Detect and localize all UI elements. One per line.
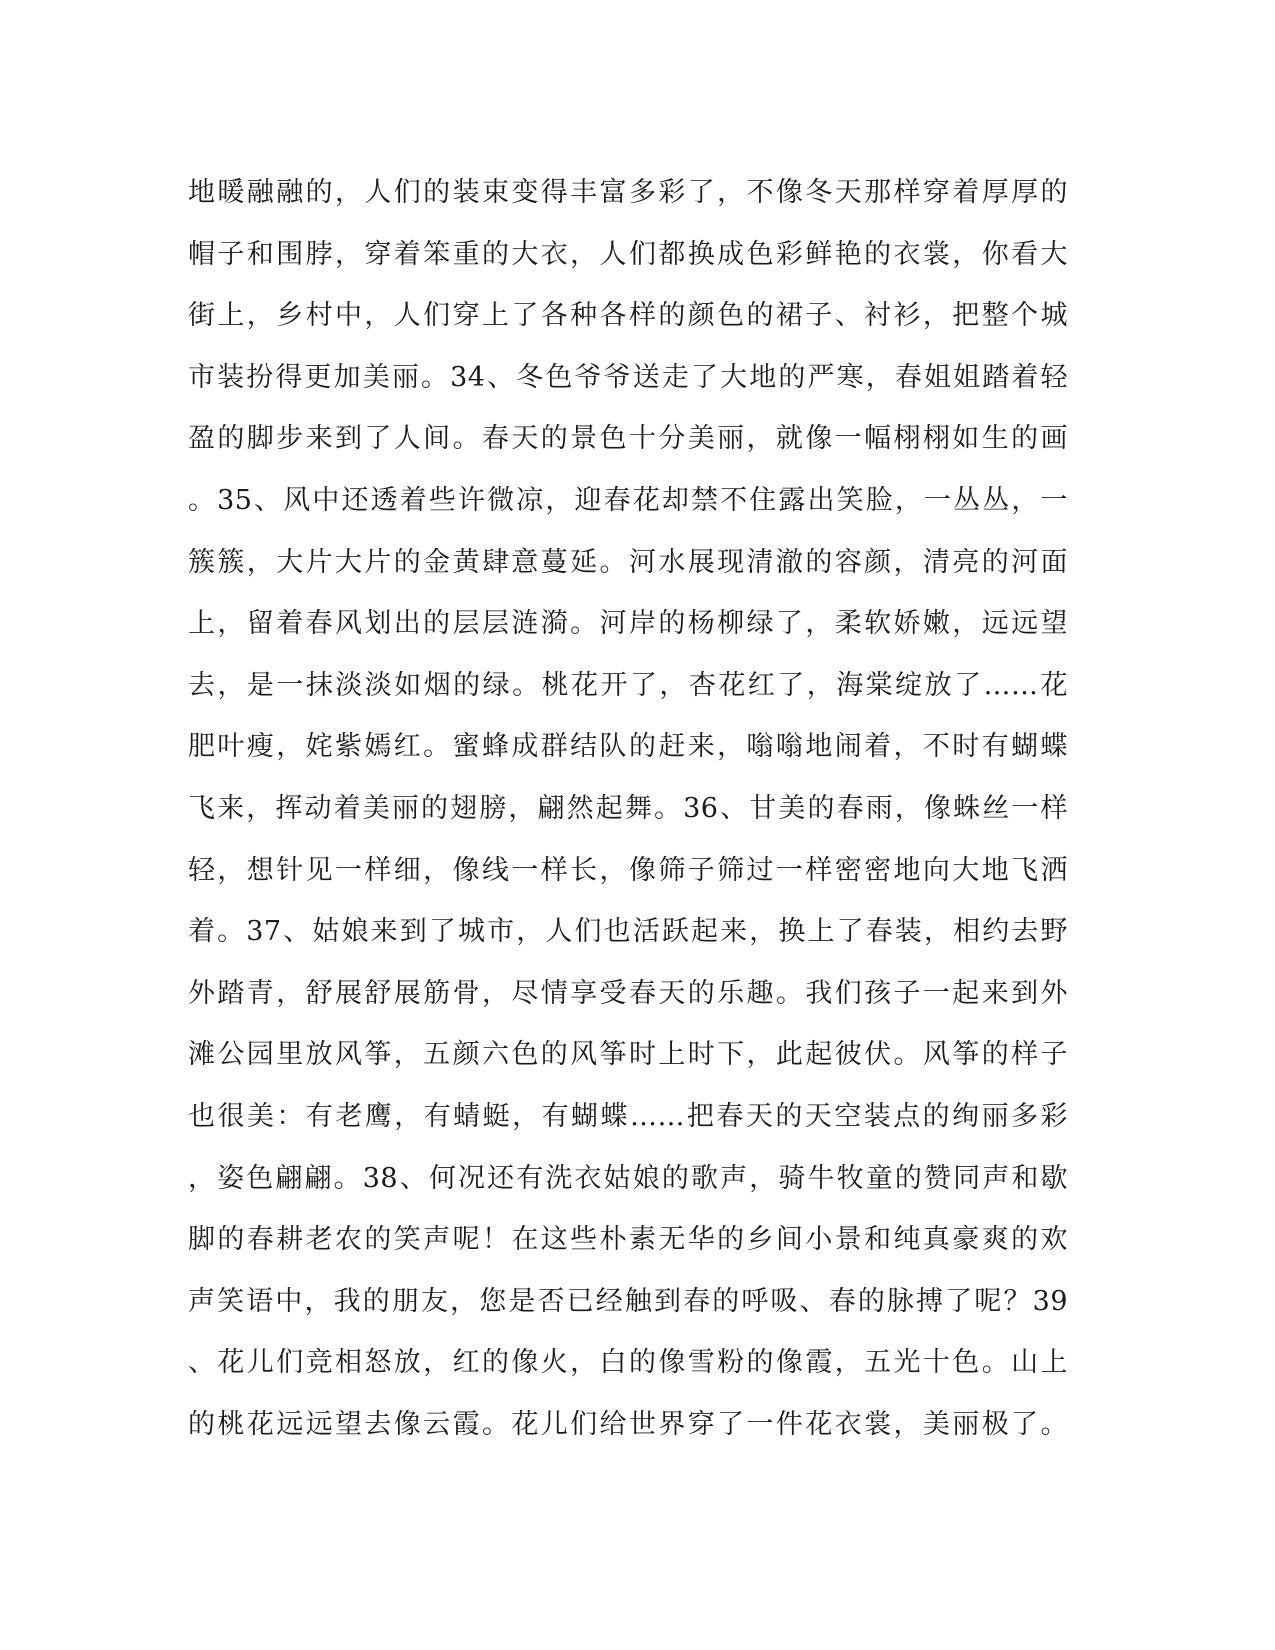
text-line-1: 地暖融融的，人们的装束变得丰富多彩了，不像冬天那样穿着厚厚的 xyxy=(188,177,1068,208)
text-line-20: 、花儿们竞相怒放，红的像火，白的像雪粉的像霞，五光十色。山上 xyxy=(188,1347,1068,1379)
text-line-17: ，姿色翩翩。38、何况还有洗衣姑娘的歌声，骑牛牧童的赞同声和歇 xyxy=(188,1162,1068,1194)
text-line-21: 的桃花远远望去像云霞。花儿们给世界穿了一件花衣裳，美丽极了。 xyxy=(188,1408,1068,1440)
text-line-18: 脚的春耕老农的笑声呢！在这些朴素无华的乡间小景和纯真豪爽的欢 xyxy=(188,1224,1068,1256)
text-line-16: 也很美：有老鹰，有蜻蜓，有蝴蝶……把春天的天空装点的绚丽多彩 xyxy=(188,1100,1068,1132)
text-line-14: 外踏青，舒展舒展筋骨，尽情享受春天的乐趣。我们孩子一起来到外 xyxy=(188,977,1068,1009)
text-line-19: 声笑语中，我的朋友，您是否已经触到春的呼吸、春的脉搏了呢？39 xyxy=(188,1285,1068,1317)
text-line-10: 肥叶瘦，姹紫嫣红。蜜蜂成群结队的赶来，嗡嗡地闹着，不时有蝴蝶 xyxy=(188,731,1068,763)
text-line-12: 轻，想针见一样细，像线一样长，像筛子筛过一样密密地向大地飞洒 xyxy=(188,854,1068,886)
text-line-2: 帽子和围脖，穿着笨重的大衣，人们都换成色彩鲜艳的衣裳，你看大 xyxy=(188,238,1068,270)
text-line-9: 去，是一抹淡淡如烟的绿。桃花开了，杏花红了，海棠绽放了……花 xyxy=(188,669,1068,701)
text-line-8: 上，留着春风划出的层层涟漪。河岸的杨柳绿了，柔软娇嫩，远远望 xyxy=(188,608,1068,640)
text-line-7: 簇簇，大片大片的金黄肆意蔓延。河水展现清澈的容颜，清亮的河面 xyxy=(188,546,1068,578)
text-line-11: 飞来，挥动着美丽的翅膀，翩然起舞。36、甘美的春雨，像蛛丝一样 xyxy=(188,792,1068,824)
text-line-13: 着。37、姑娘来到了城市，人们也活跃起来，换上了春装，相约去野 xyxy=(188,916,1068,948)
text-line-15: 滩公园里放风筝，五颜六色的风筝时上时下，此起彼伏。风筝的样子 xyxy=(188,1039,1068,1071)
text-line-5: 盈的脚步来到了人间。春天的景色十分美丽，就像一幅栩栩如生的画 xyxy=(188,423,1068,455)
text-line-3: 街上，乡村中，人们穿上了各种各样的颜色的裙子、衬衫，把整个城 xyxy=(188,300,1068,332)
body-text xyxy=(188,162,1068,1455)
text-line-4: 市装扮得更加美丽。34、冬色爷爷送走了大地的严寒，春姐姐踏着轻 xyxy=(188,361,1068,393)
text-line-6: 。35、风中还透着些许微凉，迎春花却禁不住露出笑脸，一丛丛，一 xyxy=(188,484,1068,516)
